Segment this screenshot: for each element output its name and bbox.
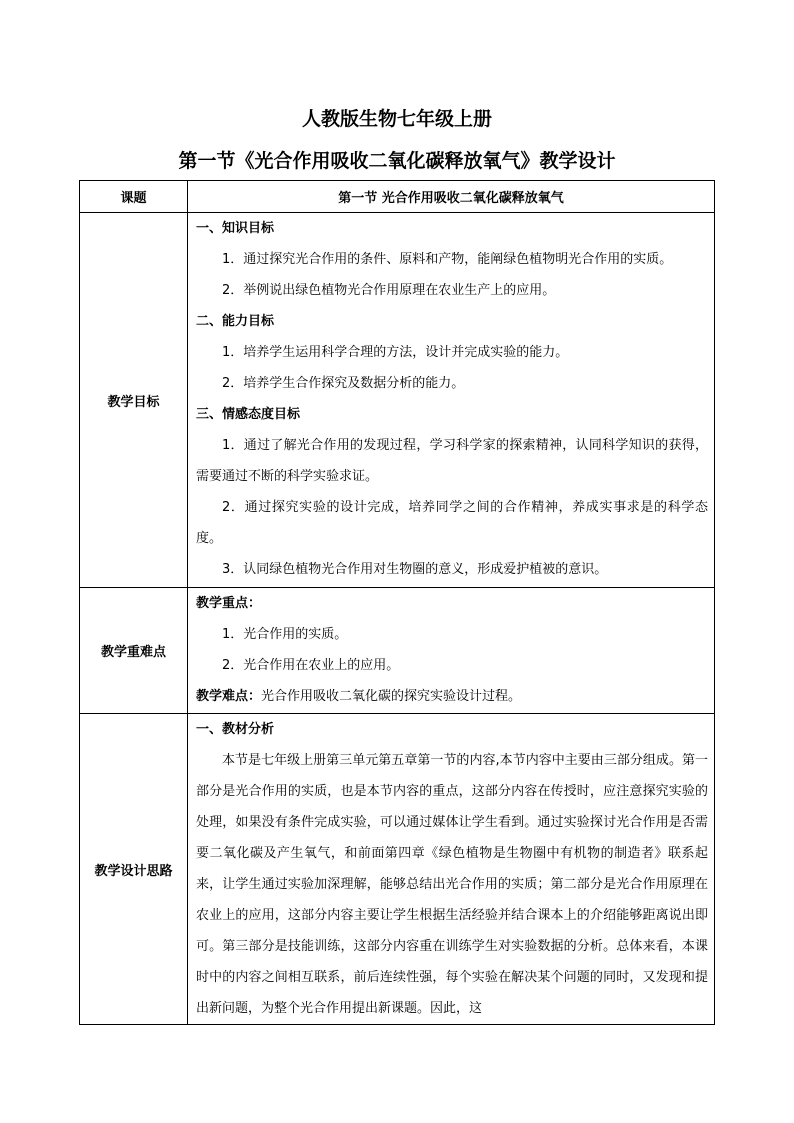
ability-heading: 二、能力目标 bbox=[196, 314, 275, 329]
difficulty-heading: 教学难点： bbox=[196, 689, 262, 704]
difficulty-text: 光合作用吸收二氧化碳的探究实验设计过程。 bbox=[261, 689, 522, 704]
emotion-item: 1．通过了解光合作用的发现过程，学习科学家的探索精神，认同科学知识的获得，需要通过不断的科学实验求证。 bbox=[196, 438, 708, 484]
focus-item: 2．光合作用在农业上的应用。 bbox=[222, 658, 400, 673]
table-row-key-points bbox=[80, 588, 715, 714]
ability-item: 1．培养学生运用科学合理的方法，设计并完成实验的能力。 bbox=[222, 345, 569, 360]
topic-label: 课题 bbox=[80, 181, 188, 213]
goals-label: 教学目标 bbox=[80, 213, 188, 588]
ability-item: 2．培养学生合作探究及数据分析的能力。 bbox=[222, 376, 465, 391]
document-subtitle: 第一节《光合作用吸收二氧化碳释放氧气》教学设计 bbox=[178, 150, 616, 172]
table-row-design bbox=[80, 714, 715, 1025]
emotion-heading: 三、情感态度目标 bbox=[196, 407, 301, 422]
table-row-topic bbox=[80, 181, 715, 213]
emotion-item: 3．认同绿色植物光合作用对生物圈的意义，形成爱护植被的意识。 bbox=[222, 562, 608, 577]
knowledge-heading: 一、知识目标 bbox=[196, 221, 275, 236]
design-heading: 一、教材分析 bbox=[196, 722, 275, 737]
knowledge-item: 1．通过探究光合作用的条件、原料和产物，能阐绿色植物明光合作用的实质。 bbox=[222, 252, 673, 267]
focus-item: 1．光合作用的实质。 bbox=[222, 627, 348, 642]
emotion-item: 2．通过探究实验的设计完成，培养同学之间的合作精神，养成实事求是的科学态度。 bbox=[196, 500, 708, 546]
knowledge-item: 2．举例说出绿色植物光合作用原理在农业生产上的应用。 bbox=[222, 283, 556, 298]
document-title: 人教版生物七年级上册 bbox=[301, 108, 492, 130]
design-paragraph: 本节是七年级上册第三单元第五章第一节的内容,本节内容中主要由三部分组成。第一部分是光合作用的实质，也是本节内容的重点，这部分内容在传授时，应注意探究实验的处理，如果没有条件完成实验，可以通过媒体让学生看到。通过实验探讨光合作用是否需要二氧化碳及产生氧气，和前面第四章《绿色植物是生物圈中有机物的制造者》联系起来，让学生通过实验加深理解，能够总结出光合作用的实质；第二部分是光合作用原理在农业上的应用，这部分内容主要让学生根据生活经验并结合课本上的介绍能够距离说出即可。第三部分是技能训练，这部分内容重在训练学生对实验数据的分析。总体来看，本课时中的内容之间相互联系，前后连续性强，每个实验在解决某个问题的同时，又发现和提出新问题，为整个光合作用提出新课题。因此，这 bbox=[196, 753, 708, 1016]
design-label: 教学设计思路 bbox=[80, 714, 188, 1025]
goals-content bbox=[188, 213, 715, 588]
focus-heading: 教学重点： bbox=[196, 596, 262, 611]
difficulty-line bbox=[196, 681, 708, 712]
key-points-label: 教学重难点 bbox=[80, 588, 188, 714]
design-content bbox=[188, 714, 715, 1025]
key-points-content bbox=[188, 588, 715, 714]
lesson-plan-table bbox=[79, 180, 715, 1025]
topic-value: 第一节 光合作用吸收二氧化碳释放氧气 bbox=[188, 181, 715, 213]
table-row-goals bbox=[80, 213, 715, 588]
